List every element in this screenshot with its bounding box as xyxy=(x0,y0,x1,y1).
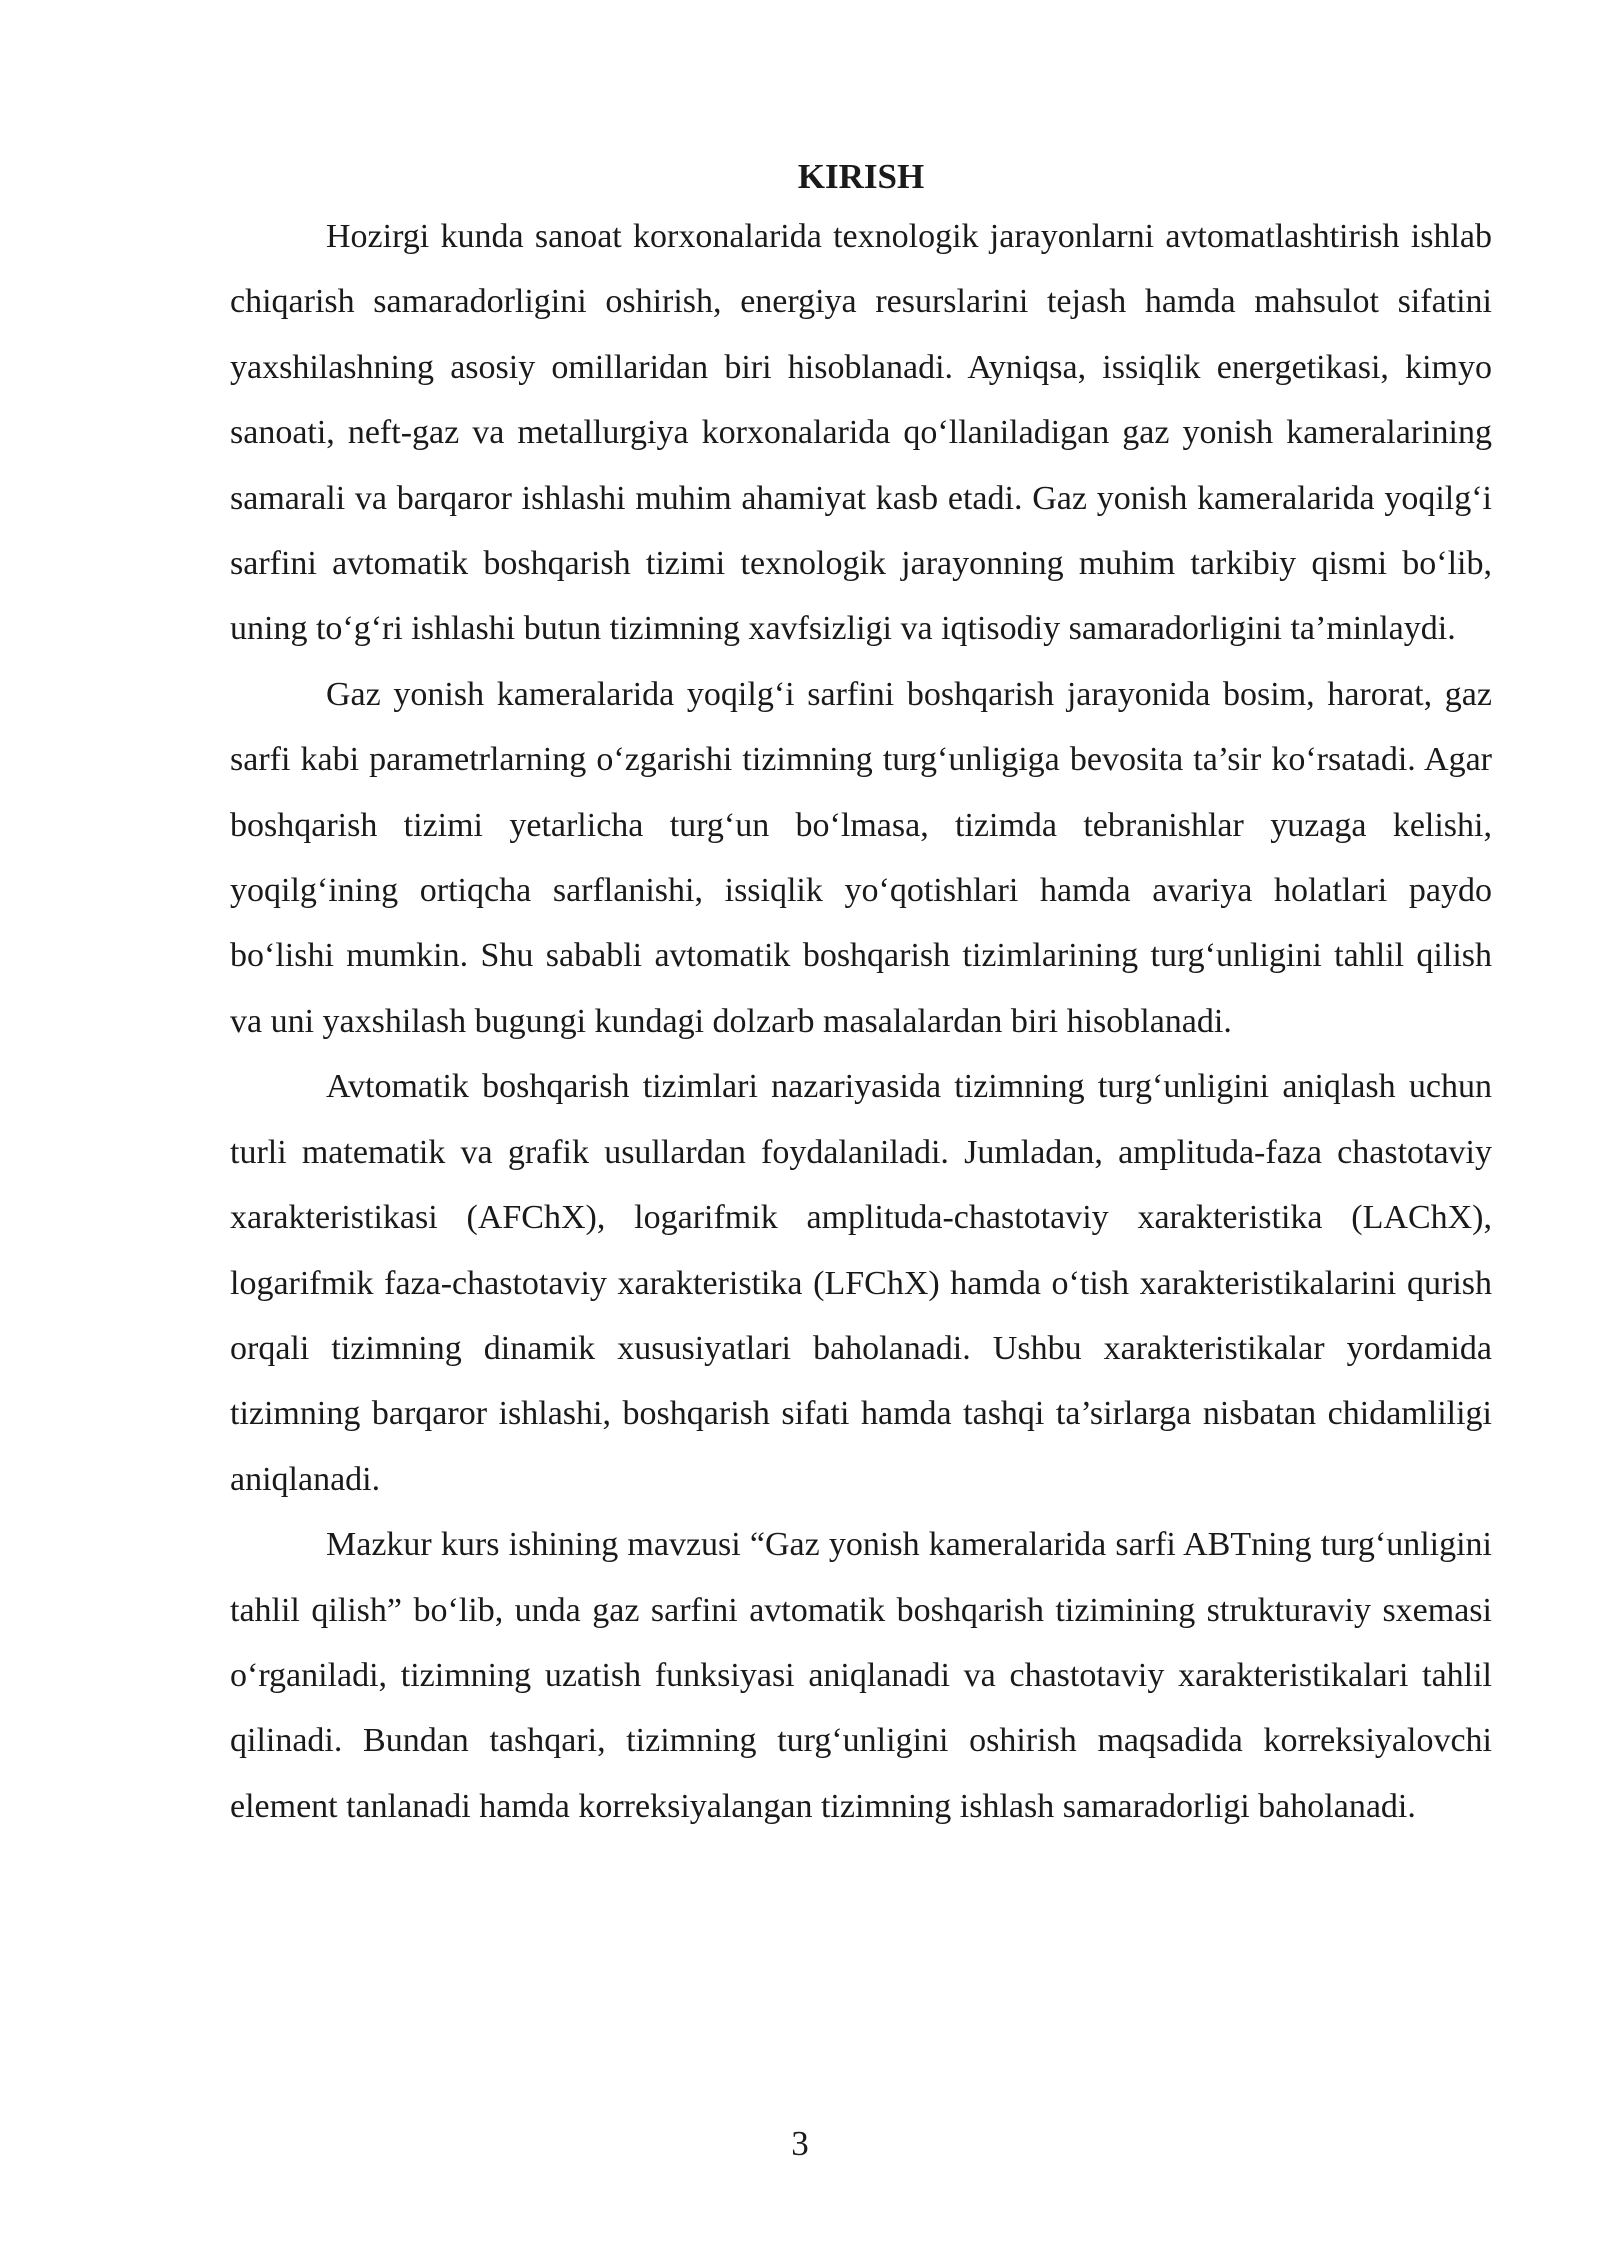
paragraph-1: Hozirgi kunda sanoat korxonalarida texnologik jarayonlarni avtomatlashtirish ishlab chiqarish samaradorligini oshirish, energiya resurslarini tejash hamda mahsulot sifatini yaxshilashning asosiy omillaridan biri hisoblanadi. Ayniqsa, issiqlik energetikasi, kimyo sanoati, neft-gaz va metallurgiya korxonalarida qo‘llaniladigan gaz yonish kameralarining samarali va barqaror ishlashi muhim ahamiyat kasb etadi. Gaz yonish kameralarida yoqilg‘i sarfini avtomatik boshqarish tizimi texnologik jarayonning muhim tarkibiy qismi bo‘lib, uning to‘g‘ri ishlashi butun tizimning xavfsizligi va iqtisodiy samaradorligini ta’minlaydi. xyxy=(230,218,1492,648)
page-body xyxy=(230,150,1492,1839)
paragraph-2: Gaz yonish kameralarida yoqilg‘i sarfini boshqarish jarayonida bosim, harorat, gaz sarfi kabi parametrlarning o‘zgarishi tizimning turg‘unligiga bevosita ta’sir ko‘rsatadi. Agar boshqarish tizimi yetarlicha turg‘un bo‘lmasa, tizimda tebranishlar yuzaga kelishi, yoqilg‘ining ortiqcha sarflanishi, issiqlik yo‘qotishlari hamda avariya holatlari paydo bo‘lishi mumkin. Shu sababli avtomatik boshqarish tizimlarining turg‘unligini tahlil qilish va uni yaxshilash bugungi kundagi dolzarb masalalardan biri hisoblanadi. xyxy=(230,675,1492,1040)
paragraph-3: Avtomatik boshqarish tizimlari nazariyasida tizimning turg‘unligini aniqlash uchun turli matematik va grafik usullardan foydalaniladi. Jumladan, amplituda-faza chastotaviy xarakteristikasi (AFChX), logarifmik amplituda-chastotaviy xarakteristika (LAChX), logarifmik faza-chastotaviy xarakteristika (LFChX) hamda o‘tish xarakteristikalarini qurish orqali tizimning dinamik xususiyatlari baholanadi. Ushbu xarakteristikalar yordamida tizimning barqaror ishlashi, boshqarish sifati hamda tashqi ta’sirlarga nisbatan chidamliligi aniqlanadi. xyxy=(230,1068,1492,1498)
page-number: 3 xyxy=(791,2124,809,2163)
section-heading: KIRISH xyxy=(797,157,925,196)
paragraph-4: Mazkur kurs ishining mavzusi “Gaz yonish kameralarida sarfi ABTning turg‘unligini tahlil qilish” bo‘lib, unda gaz sarfini avtomatik boshqarish tizimining strukturaviy sxemasi o‘rganiladi, tizimning uzatish funksiyasi aniqlanadi va chastotaviy xarakteristikalari tahlil qilinadi. Bundan tashqari, tizimning turg‘unligini oshirish maqsadida korreksiyalovchi element tanlanadi hamda korreksiyalangan tizimning ishlash samaradorligi baholanadi. xyxy=(230,1526,1492,1825)
